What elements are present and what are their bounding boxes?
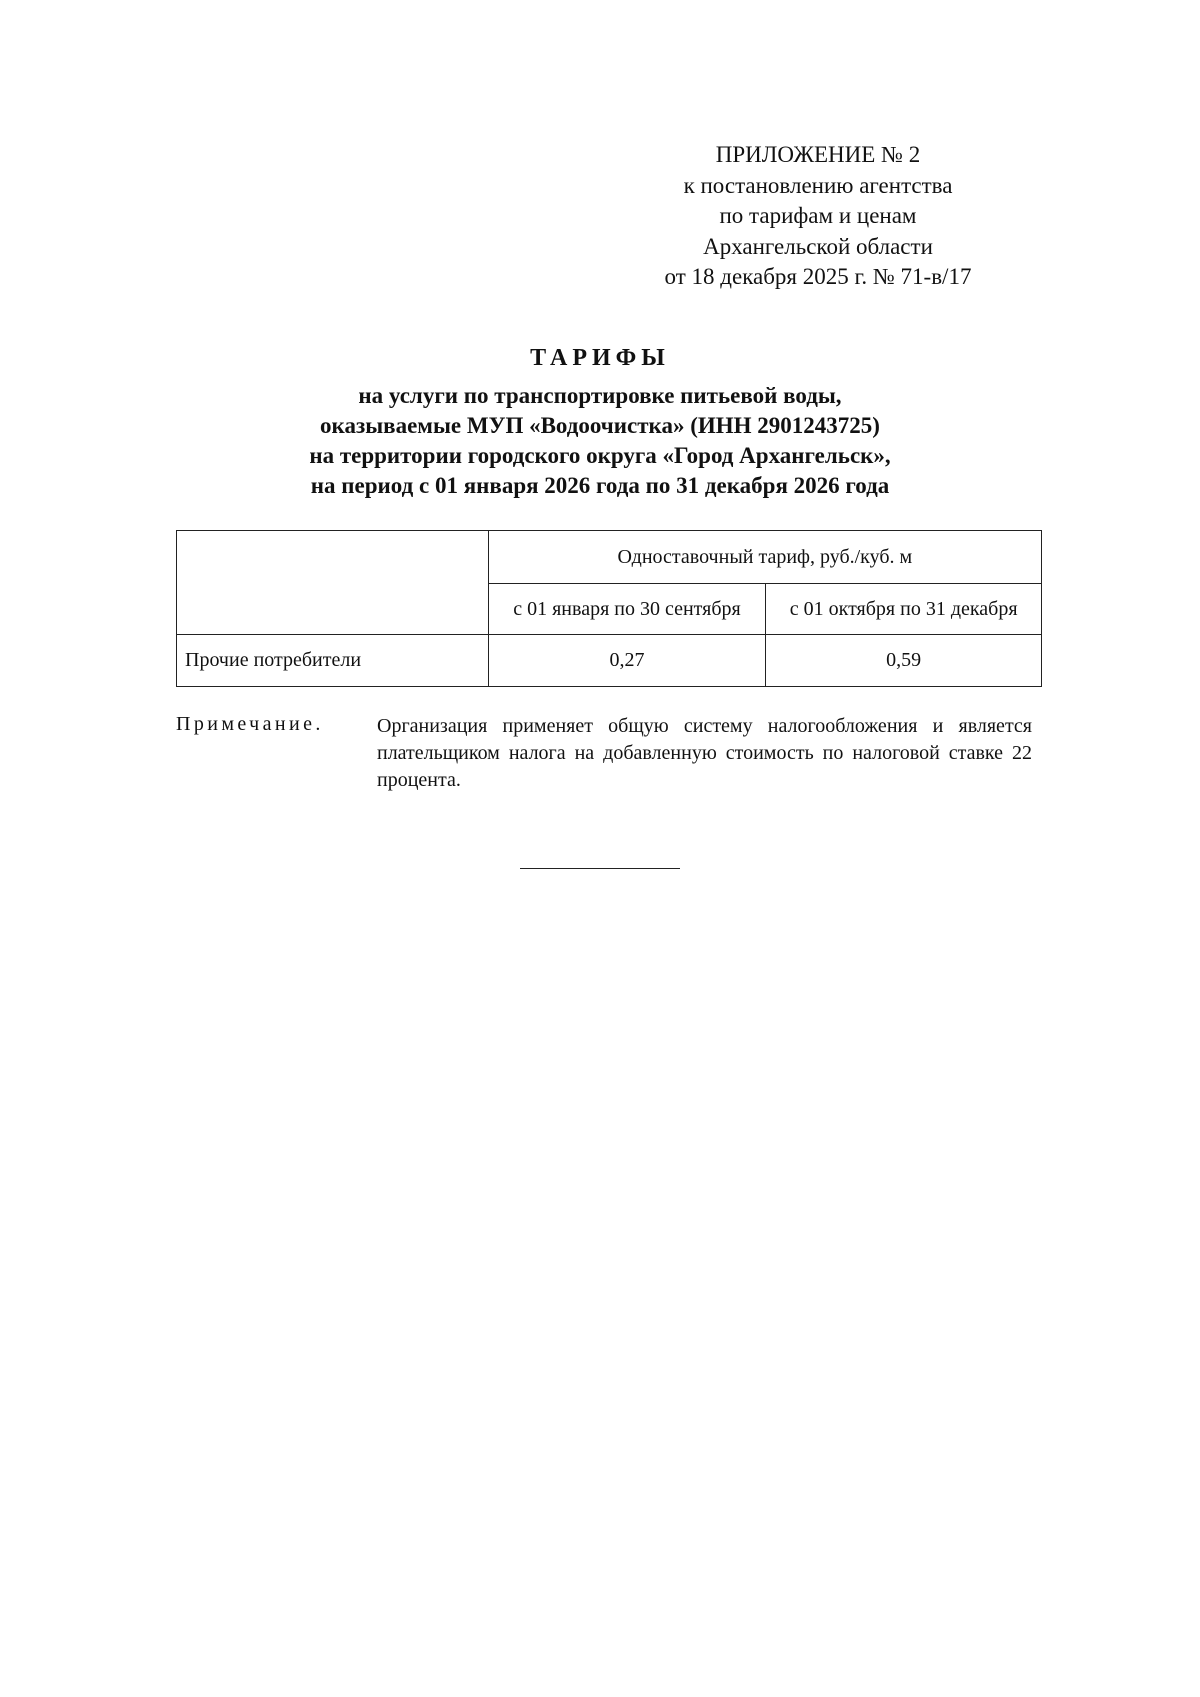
empty-header-cell: [177, 531, 489, 635]
table-header-row: [177, 531, 1042, 584]
appendix-line: к постановлению агентства: [683, 172, 953, 198]
period-header: с 01 октября по 31 декабря: [766, 584, 1042, 635]
note-label: Примечание.: [176, 713, 324, 735]
title-line: на территории городского округа «Город Архангельск»,: [309, 443, 891, 468]
tariff-value: 0,27: [488, 635, 766, 687]
title-main: ТАРИФЫ: [530, 345, 670, 371]
appendix-line: ПРИЛОЖЕНИЕ № 2: [715, 142, 921, 167]
note-text: Организация применяет общую систему налогообложения и является плательщиком налога на добавленную стоимость по налоговой ставке 22 процента.: [377, 715, 1032, 791]
document-title: [0, 343, 1200, 501]
table-row: [177, 635, 1042, 687]
group-header: Одноставочный тариф, руб./куб. м: [488, 531, 1041, 584]
title-line: на период с 01 января 2026 года по 31 декабря 2026 года: [310, 473, 890, 498]
appendix-line: от 18 декабря 2025 г. № 71-в/17: [664, 264, 972, 289]
appendix-header: [620, 140, 1016, 293]
appendix-line: по тарифам и ценам: [719, 203, 917, 228]
row-label: Прочие потребители: [177, 635, 489, 687]
tariff-table: [176, 530, 1042, 687]
title-line: на услуги по транспортировке питьевой воды,: [358, 383, 842, 408]
tariff-value: 0,59: [766, 635, 1042, 687]
appendix-line: Архангельской области: [703, 233, 933, 259]
closing-rule: [520, 868, 680, 869]
title-line: оказываемые МУП «Водоочистка» (ИНН 2901243725): [320, 413, 880, 438]
period-header: с 01 января по 30 сентября: [488, 584, 766, 635]
